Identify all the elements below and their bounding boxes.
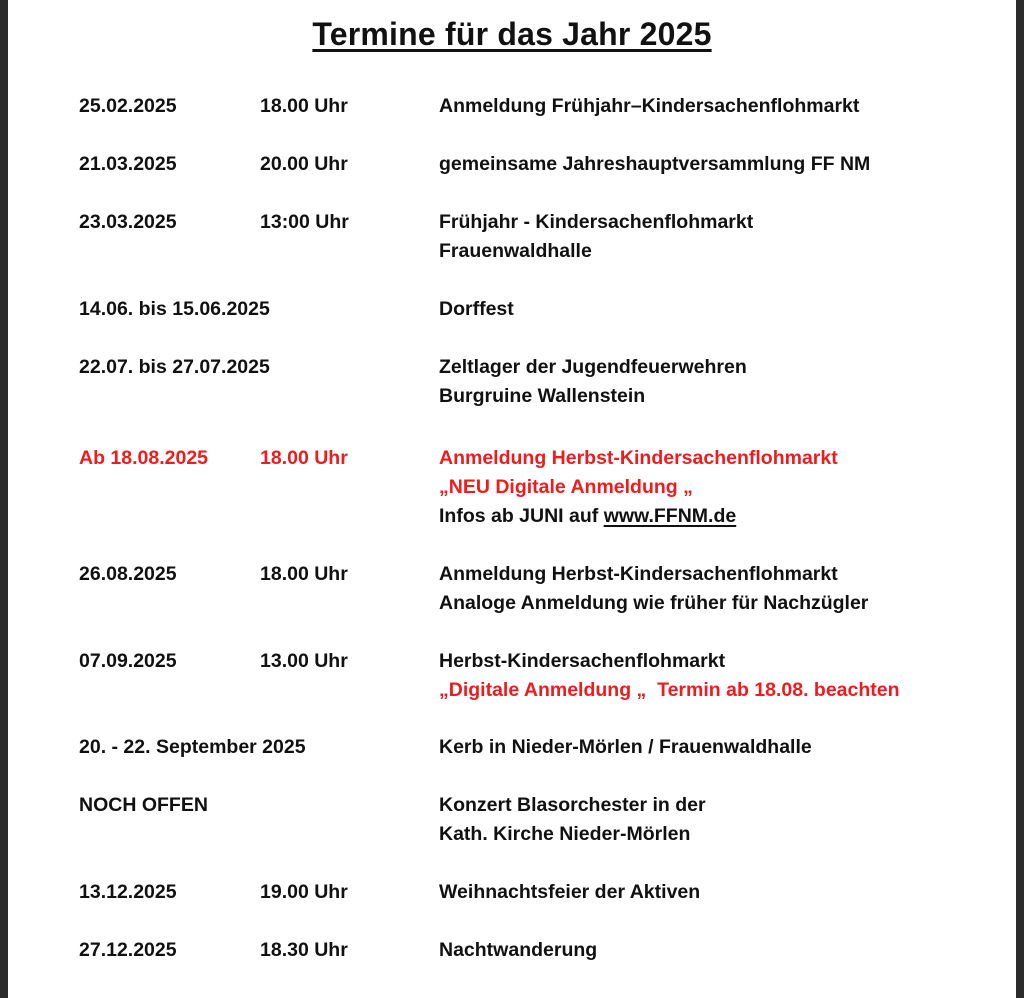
event-info-line — [439, 502, 838, 531]
event-description-line: Burgruine Wallenstein — [439, 385, 646, 407]
event-description-line: „Digitale Anmeldung „ Termin ab 18.08. beachten — [439, 679, 900, 701]
event-description-line: Kerb in Nieder-Mörlen / Frauenwaldhalle — [439, 736, 812, 758]
event-date: 07.09.2025 — [79, 650, 177, 672]
event-time: 20.00 Uhr — [260, 153, 348, 175]
event-description-line: Weihnachtsfeier der Aktiven — [439, 881, 701, 903]
event-description-line: Anmeldung Herbst-Kindersachenflohmarkt — [439, 447, 838, 469]
event-description — [439, 444, 838, 531]
event-description-line: Nachtwanderung — [439, 939, 598, 961]
event-description — [439, 150, 870, 179]
document-page — [8, 0, 1016, 998]
event-date: 21.03.2025 — [79, 153, 177, 175]
event-description — [439, 791, 706, 849]
event-description — [439, 560, 868, 618]
event-description — [439, 647, 900, 705]
event-date: 26.08.2025 — [79, 563, 177, 585]
event-date: 25.02.2025 — [79, 95, 177, 117]
website-link[interactable]: www.FFNM.de — [603, 505, 737, 527]
event-description — [439, 295, 514, 324]
event-date: Ab 18.08.2025 — [79, 447, 209, 469]
event-date: 14.06. bis 15.06.2025 — [79, 298, 270, 320]
page-title: Termine für das Jahr 2025 — [312, 16, 712, 52]
event-description — [439, 92, 859, 121]
event-description-line: Dorffest — [439, 298, 514, 320]
event-date: 20. - 22. September 2025 — [79, 736, 306, 758]
event-description-line: gemeinsame Jahreshauptversammlung FF NM — [439, 153, 871, 175]
event-description — [439, 733, 812, 762]
event-description-line: Anmeldung Frühjahr–Kindersachenflohmarkt — [439, 95, 860, 117]
event-date: NOCH OFFEN — [79, 794, 208, 816]
event-time: 18.00 Uhr — [260, 563, 348, 585]
event-date: 27.12.2025 — [79, 939, 177, 961]
event-description-line: Anmeldung Herbst-Kindersachenflohmarkt — [439, 563, 838, 585]
event-time: 18.00 Uhr — [260, 95, 348, 117]
event-description — [439, 208, 753, 266]
event-date: 13.12.2025 — [79, 881, 177, 903]
event-description-line: Kath. Kirche Nieder-Mörlen — [439, 823, 691, 845]
event-time: 13:00 Uhr — [260, 211, 349, 233]
event-time: 18.00 Uhr — [260, 447, 348, 469]
event-time: 19.00 Uhr — [260, 881, 348, 903]
event-description — [439, 936, 597, 965]
event-date: 22.07. bis 27.07.2025 — [79, 356, 270, 378]
event-date: 23.03.2025 — [79, 211, 177, 233]
event-description — [439, 353, 747, 411]
event-description-line: Frauenwaldhalle — [439, 240, 592, 262]
event-info-text: Infos ab JUNI auf — [439, 505, 604, 527]
event-description — [439, 878, 700, 907]
event-description-line: Konzert Blasorchester in der — [439, 794, 706, 816]
event-time: 18.30 Uhr — [260, 939, 348, 961]
event-description-line: Zeltlager der Jugendfeuerwehren — [439, 356, 747, 378]
event-time: 13.00 Uhr — [260, 650, 348, 672]
event-description-line: Herbst-Kindersachenflohmarkt — [439, 650, 726, 672]
event-description-line: „NEU Digitale Anmeldung „ — [439, 476, 693, 498]
event-description-line: Analoge Anmeldung wie früher für Nachzügler — [439, 592, 869, 614]
event-description-line: Frühjahr - Kindersachenflohmarkt — [439, 211, 754, 233]
